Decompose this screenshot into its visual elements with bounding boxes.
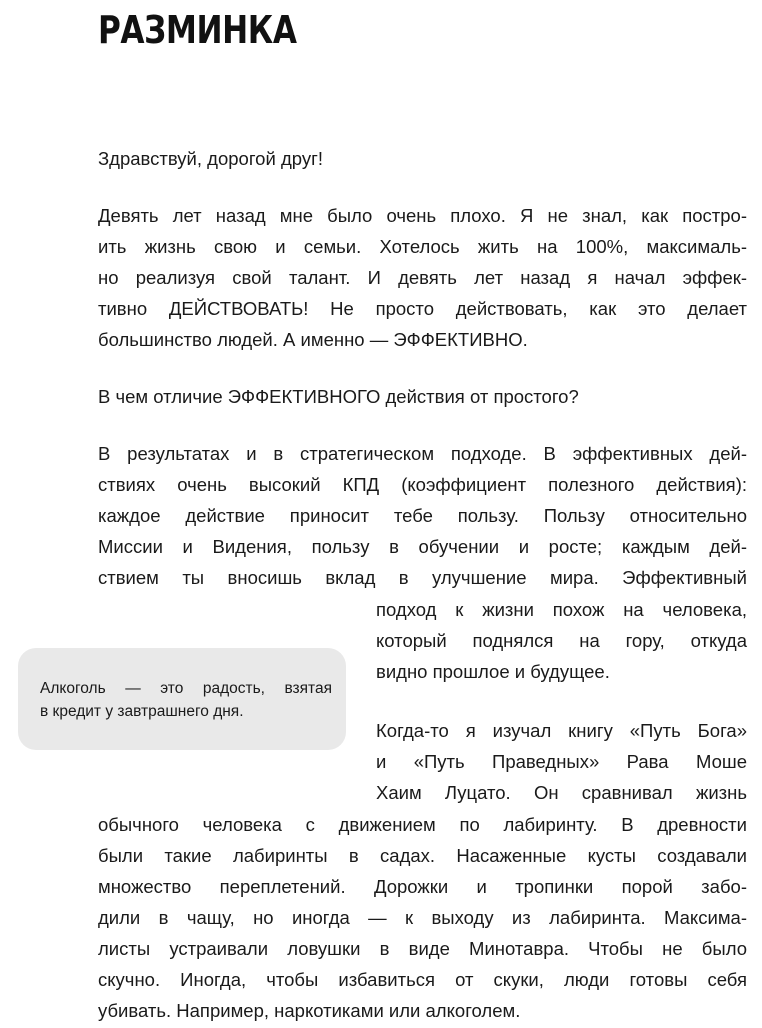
paragraph-line: множество переплетений. Дорожки и тропинки порой забо- — [98, 876, 747, 897]
paragraph-line: Когда-то я изучал книгу «Путь Бога» — [376, 720, 747, 741]
paragraph-line: Хаим Луцато. Он сравнивал жизнь — [376, 782, 747, 803]
paragraph-line: каждое действие приносит тебе пользу. Пользу относительно — [98, 505, 747, 526]
paragraph-line: скучно. Иногда, чтобы избавиться от скуки, люди готовы себя — [98, 969, 747, 990]
paragraph-line: который поднялся на гору, откуда — [376, 630, 747, 651]
paragraph-line: обычного человека с движением по лабиринту. В древности — [98, 814, 747, 835]
paragraph-line: подход к жизни похож на человека, — [376, 599, 747, 620]
question-line: В чем отличие ЭФФЕКТИВНОГО действия от простого? — [98, 386, 579, 407]
paragraph-line: ствием ты вносишь вклад в улучшение мира. Эффективный — [98, 567, 747, 588]
paragraph-line: Миссии и Видения, пользу в обучении и росте; каждым дей- — [98, 536, 747, 557]
paragraph-line: видно прошлое и будущее. — [376, 661, 610, 682]
greeting-line: Здравствуй, дорогой друг! — [98, 148, 323, 169]
callout-line: Алкоголь — это радость, взятая — [40, 680, 332, 697]
paragraph-line: были такие лабиринты в садах. Насаженные кусты создавали — [98, 845, 747, 866]
paragraph-line: большинство людей. А именно — ЭФФЕКТИВНО. — [98, 329, 528, 350]
paragraph-line: убивать. Например, наркотиками или алкоголем. — [98, 1000, 521, 1021]
paragraph-line: листы устраивали ловушки в виде Минотавра. Чтобы не было — [98, 938, 747, 959]
quote-callout — [18, 648, 346, 750]
paragraph-line: тивно ДЕЙСТВОВАТЬ! Не просто действовать, как это делает — [98, 298, 747, 319]
paragraph-line: и «Путь Праведных» Рава Моше — [376, 751, 747, 772]
callout-line: в кредит у завтрашнего дня. — [40, 703, 244, 720]
paragraph-line: В результатах и в стратегическом подходе. В эффективных дей- — [98, 443, 747, 464]
paragraph-line: ить жизнь свою и семьи. Хотелось жить на 100%, максималь- — [98, 236, 747, 257]
paragraph-line: Девять лет назад мне было очень плохо. Я не знал, как постро- — [98, 205, 747, 226]
paragraph-line: ствиях очень высокий КПД (коэффициент полезного действия): — [98, 474, 747, 495]
paragraph-line: но реализуя свой талант. И девять лет назад я начал эффек- — [98, 267, 747, 288]
chapter-heading: РАЗМИНКА — [98, 8, 297, 52]
paragraph-line: дили в чащу, но иногда — к выходу из лабиринта. Максима- — [98, 907, 747, 928]
